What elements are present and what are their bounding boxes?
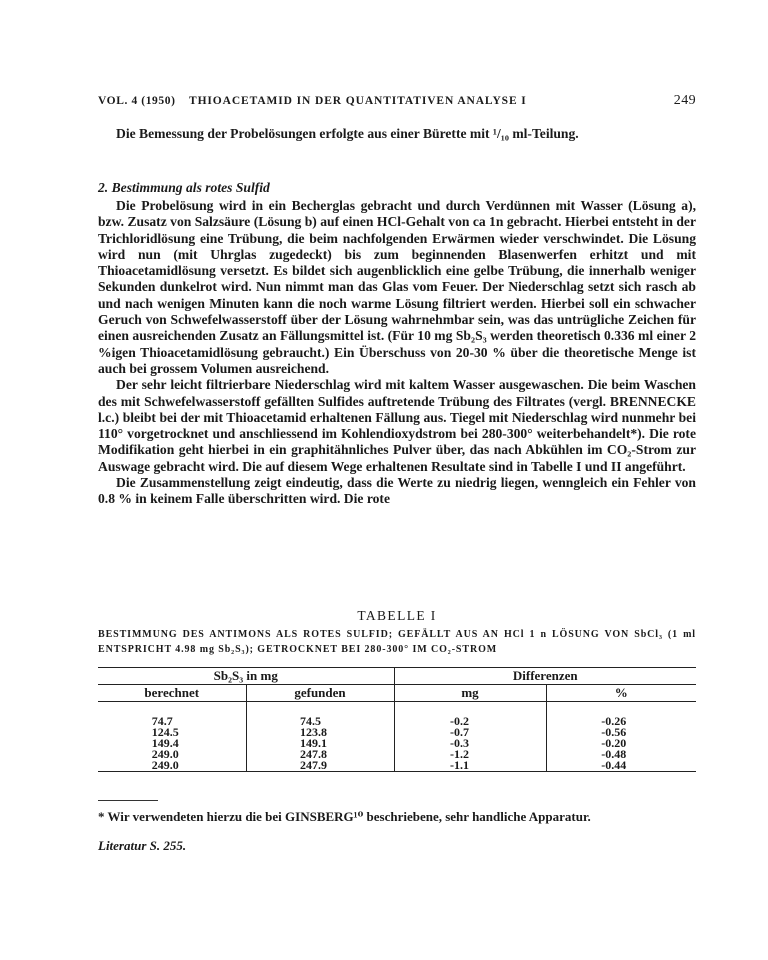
table-column-header-row	[98, 685, 696, 702]
cell-gefunden: 123.8	[300, 725, 327, 739]
cell-berechnet: 74.7	[151, 714, 173, 728]
group-header-sb2s3: Sb₂S₃ in mg	[98, 668, 394, 685]
paragraph-1: Die Probelösung wird in ein Becherglas gebracht und durch Verdünnen mit Wasser (Lösung a), bzw. Zusatz von Salzsäure (Lösung b) auf einen HCl-Gehalt von ca 1n gebracht. Hierbei entsteht in der Trichloridlösung eine Trübung, die beim nachfolgenden Erwärmen wieder verschwindet. Die Lösung wird nun (mit Uhrglas zugedeckt) bis zum beginnenden Blasenwerfen erhitzt und mit Thioacetamidlösung versetzt. Es bildet sich augenblicklich eine gelbe Trübung, die innerhalb weniger Sekunden dunkelrot wird. Nun nimmt man das Glas vom Feuer. Der Niederschlag setzt sich rasch ab und nach wenigen Minuten kann die noch warme Lösung filtriert werden. Hierbei soll ein schwacher Geruch von Schwefelwasserstoff über der Lösung wahrnehmbar sein, was das untrügliche Zeichen für einen ausreichenden Zusatz an Fällungsmittel ist. (Für 10 mg Sb₂S₃ werden theoretisch 0.336 ml einer 2 %igen Thioacetamidlösung gebraucht.) Ein Überschuss von 20-30 % über die theoretische Menge ist auch bei grossem Volumen ausreichend.	[98, 198, 696, 376]
footnote-divider	[98, 800, 158, 801]
running-header	[98, 95, 696, 107]
table-row	[98, 760, 696, 772]
volume-label: VOL. 4 (1950)	[98, 95, 176, 107]
cell-diff-percent: -0.26	[601, 714, 627, 728]
cell-diff-percent: -0.56	[601, 725, 627, 739]
cell-berechnet: 124.5	[151, 725, 179, 739]
lead-paragraph-block	[98, 126, 696, 142]
literature-reference: Literatur S. 255.	[98, 838, 187, 853]
cell-diff-percent: -0.48	[601, 747, 627, 761]
cell-gefunden: 247.9	[300, 758, 327, 772]
cell-diff-mg: -0.2	[450, 714, 469, 728]
footnote: * Wir verwendeten hierzu die bei GINSBERG¹⁰ beschriebene, sehr handliche Apparatur.	[98, 809, 591, 824]
table-title: TABELLE I	[357, 608, 437, 623]
cell-gefunden: 74.5	[300, 714, 321, 728]
cell-diff-mg: -0.7	[450, 725, 469, 739]
cell-diff-mg: -1.1	[450, 758, 469, 772]
section-body	[98, 198, 696, 508]
cell-diff-mg: -0.3	[450, 736, 469, 750]
cell-diff-mg: -1.2	[450, 747, 469, 761]
cell-diff-percent: -0.20	[601, 736, 627, 750]
cell-gefunden: 149.1	[300, 736, 327, 750]
column-header-berechnet: berechnet	[98, 685, 246, 702]
column-header-gefunden: gefunden	[246, 685, 394, 702]
cell-berechnet: 249.0	[151, 747, 179, 761]
cell-diff-percent: -0.44	[601, 758, 627, 772]
running-title: THIOACETAMID IN DER QUANTITATIVEN ANALYSE I	[189, 95, 527, 107]
cell-berechnet: 149.4	[151, 736, 179, 750]
lead-paragraph: Die Bemessung der Probelösungen erfolgte aus einer Bürette mit ¹/₁₀ ml-Teilung.	[116, 126, 579, 141]
paragraph-3: Die Zusammenstellung zeigt eindeutig, dass die Werte zu niedrig liegen, wenngleich ein Fehler von 0.8 % in keinem Falle überschritten wird. Die rote	[98, 475, 696, 507]
table-group-header-row	[98, 668, 696, 685]
column-header-mg: mg	[394, 685, 546, 702]
cell-gefunden: 247.8	[300, 747, 327, 761]
results-table	[98, 667, 696, 772]
group-header-differenzen: Differenzen	[394, 668, 696, 685]
section-heading: 2. Bestimmung als rotes Sulfid	[98, 180, 270, 195]
paragraph-2: Der sehr leicht filtrierbare Niederschlag wird mit kaltem Wasser ausgewaschen. Die beim Waschen des mit Schwefelwasserstoff gefällten Sulfides auftretende Trübung des Filtrates (vergl. BRENNECKE l.c.) bleibt bei der mit Thioacetamid erhaltenen Fällung aus. Tiegel mit Niederschlag wird nunmehr bei 110° vorgetrocknet und anschliessend im Kohlendioxydstrom bei 280-300° weiterbehandelt*). Die rote Modifikation geht hierbei in ein graphitähnliches Pulver über, das nach Abkühlen im CO₂-Strom zur Auswage gebracht wird. Die auf diesem Wege erhaltenen Resultate sind in Tabelle I und II angeführt.	[98, 377, 696, 474]
table-caption: BESTIMMUNG DES ANTIMONS ALS ROTES SULFID; GEFÄLLT AUS AN HCl 1 n LÖSUNG VON SbCl₃ (1 ml ENTSPRICHT 4.98 mg Sb₂S₃); GETROCKNET BEI 280-300° IM CO₂-STROM	[98, 629, 696, 655]
page-number: 249	[673, 93, 696, 108]
cell-berechnet: 249.0	[151, 758, 179, 772]
column-header-percent: %	[546, 685, 696, 702]
